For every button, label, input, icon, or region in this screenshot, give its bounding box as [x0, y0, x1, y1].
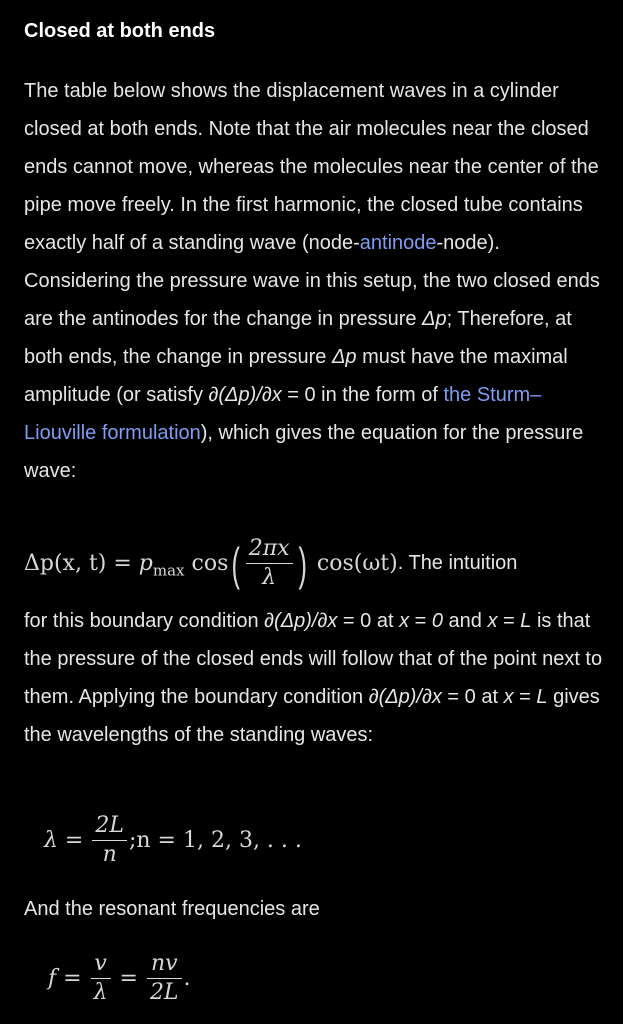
section-heading: Closed at both ends [24, 20, 216, 42]
eq3-fraction-1 [91, 950, 111, 1007]
eq3-lhs: f = [48, 966, 89, 991]
eq2-lhs: λ = [44, 828, 91, 853]
x-var-1: x [399, 610, 410, 632]
zero-value: 0 [431, 610, 443, 632]
para1-text-1: The table below shows the displacement waves in a cylinder closed at both ends. Note that the air molecules near the closed ends cannot move, whereas the molecules near the center of the pipe move freely. In the first harmonic, the closed tube contains exactly half of a standing wave (node- [24, 80, 599, 254]
delta-p-1: Δp [422, 308, 447, 330]
delta-p-2: Δp [332, 346, 357, 368]
partial-derivative-2: ∂(Δp)/∂x [264, 610, 338, 632]
para2-text-3: = [409, 610, 432, 632]
eq3-numerator-2: nv [147, 950, 182, 979]
para1-text-6: ), which gives the equation for the pressure wave: [24, 422, 584, 482]
eq3-denominator-2: 2L [149, 980, 179, 1005]
para2-text-1: for this boundary condition [24, 610, 265, 632]
l-var-1: L [520, 610, 532, 632]
para1-text-3: ; Therefore, at both ends, the change in pressure [24, 308, 572, 368]
antinode-link[interactable]: antinode [359, 232, 437, 254]
frequency-equation [48, 950, 191, 1007]
wavelength-equation [44, 812, 302, 869]
para1-text-2: -node). Considering the pressure wave in this setup, the two closed ends are the antinodes for the change in pressure [24, 232, 600, 330]
eq3-denominator-1: λ [93, 980, 108, 1005]
eq1-numerator: 2πx [246, 535, 293, 564]
left-paren: ( [231, 537, 241, 590]
x-var-2: x [487, 610, 498, 632]
eq1-cos2: cos(ωt) [309, 551, 398, 576]
eq1-cos1: cos [184, 551, 229, 576]
eq1-fraction [246, 535, 293, 592]
eq1-denominator: λ [262, 565, 277, 590]
partial-derivative-1: ∂(Δp)/∂x [208, 384, 282, 406]
para2-text-5: = [497, 610, 521, 632]
para1-text-4: must have the maximal amplitude (or satisfy [24, 346, 568, 406]
eq3-end: . [183, 966, 191, 991]
eq3-numerator-1: v [91, 950, 111, 979]
para2-text-9: gives the wavelengths of the standing waves: [24, 686, 600, 746]
para2-text-2: = 0 at [337, 610, 400, 632]
para2-text-4: and [442, 610, 488, 632]
right-paren: ) [298, 537, 307, 590]
partial-derivative-3: ∂(Δp)/∂x [368, 686, 442, 708]
eq1-after-text: . The intuition [397, 552, 518, 574]
eq1-lhs: Δp(x, t) = [24, 551, 139, 576]
para1-text-5: = 0 in the form of [281, 384, 444, 406]
eq3-mid: = [112, 966, 145, 991]
intro-paragraph [24, 72, 604, 490]
boundary-paragraph [24, 602, 604, 754]
eq2-rhs: ;n = 1, 2, 3, . . . [128, 828, 302, 853]
sturm-liouville-link[interactable]: the Sturm–Liouville formulation [24, 384, 542, 444]
eq1-pmax: p [138, 551, 153, 576]
para2-text-7: = 0 at [441, 686, 504, 708]
eq2-denominator: n [102, 842, 117, 867]
frequency-intro: And the resonant frequencies are [24, 898, 320, 920]
para2-text-8: = [513, 686, 537, 708]
eq1-pmax-sub: max [152, 561, 185, 580]
eq2-numerator: 2L [92, 812, 127, 841]
eq2-fraction [92, 812, 127, 869]
l-var-2: L [536, 686, 548, 708]
x-var-3: x [503, 686, 514, 708]
para2-text-6: is that the pressure of the closed ends will follow that of the point next to them. Applying the boundary condition [24, 610, 603, 708]
pressure-wave-equation [24, 535, 604, 595]
eq3-fraction-2 [147, 950, 182, 1007]
